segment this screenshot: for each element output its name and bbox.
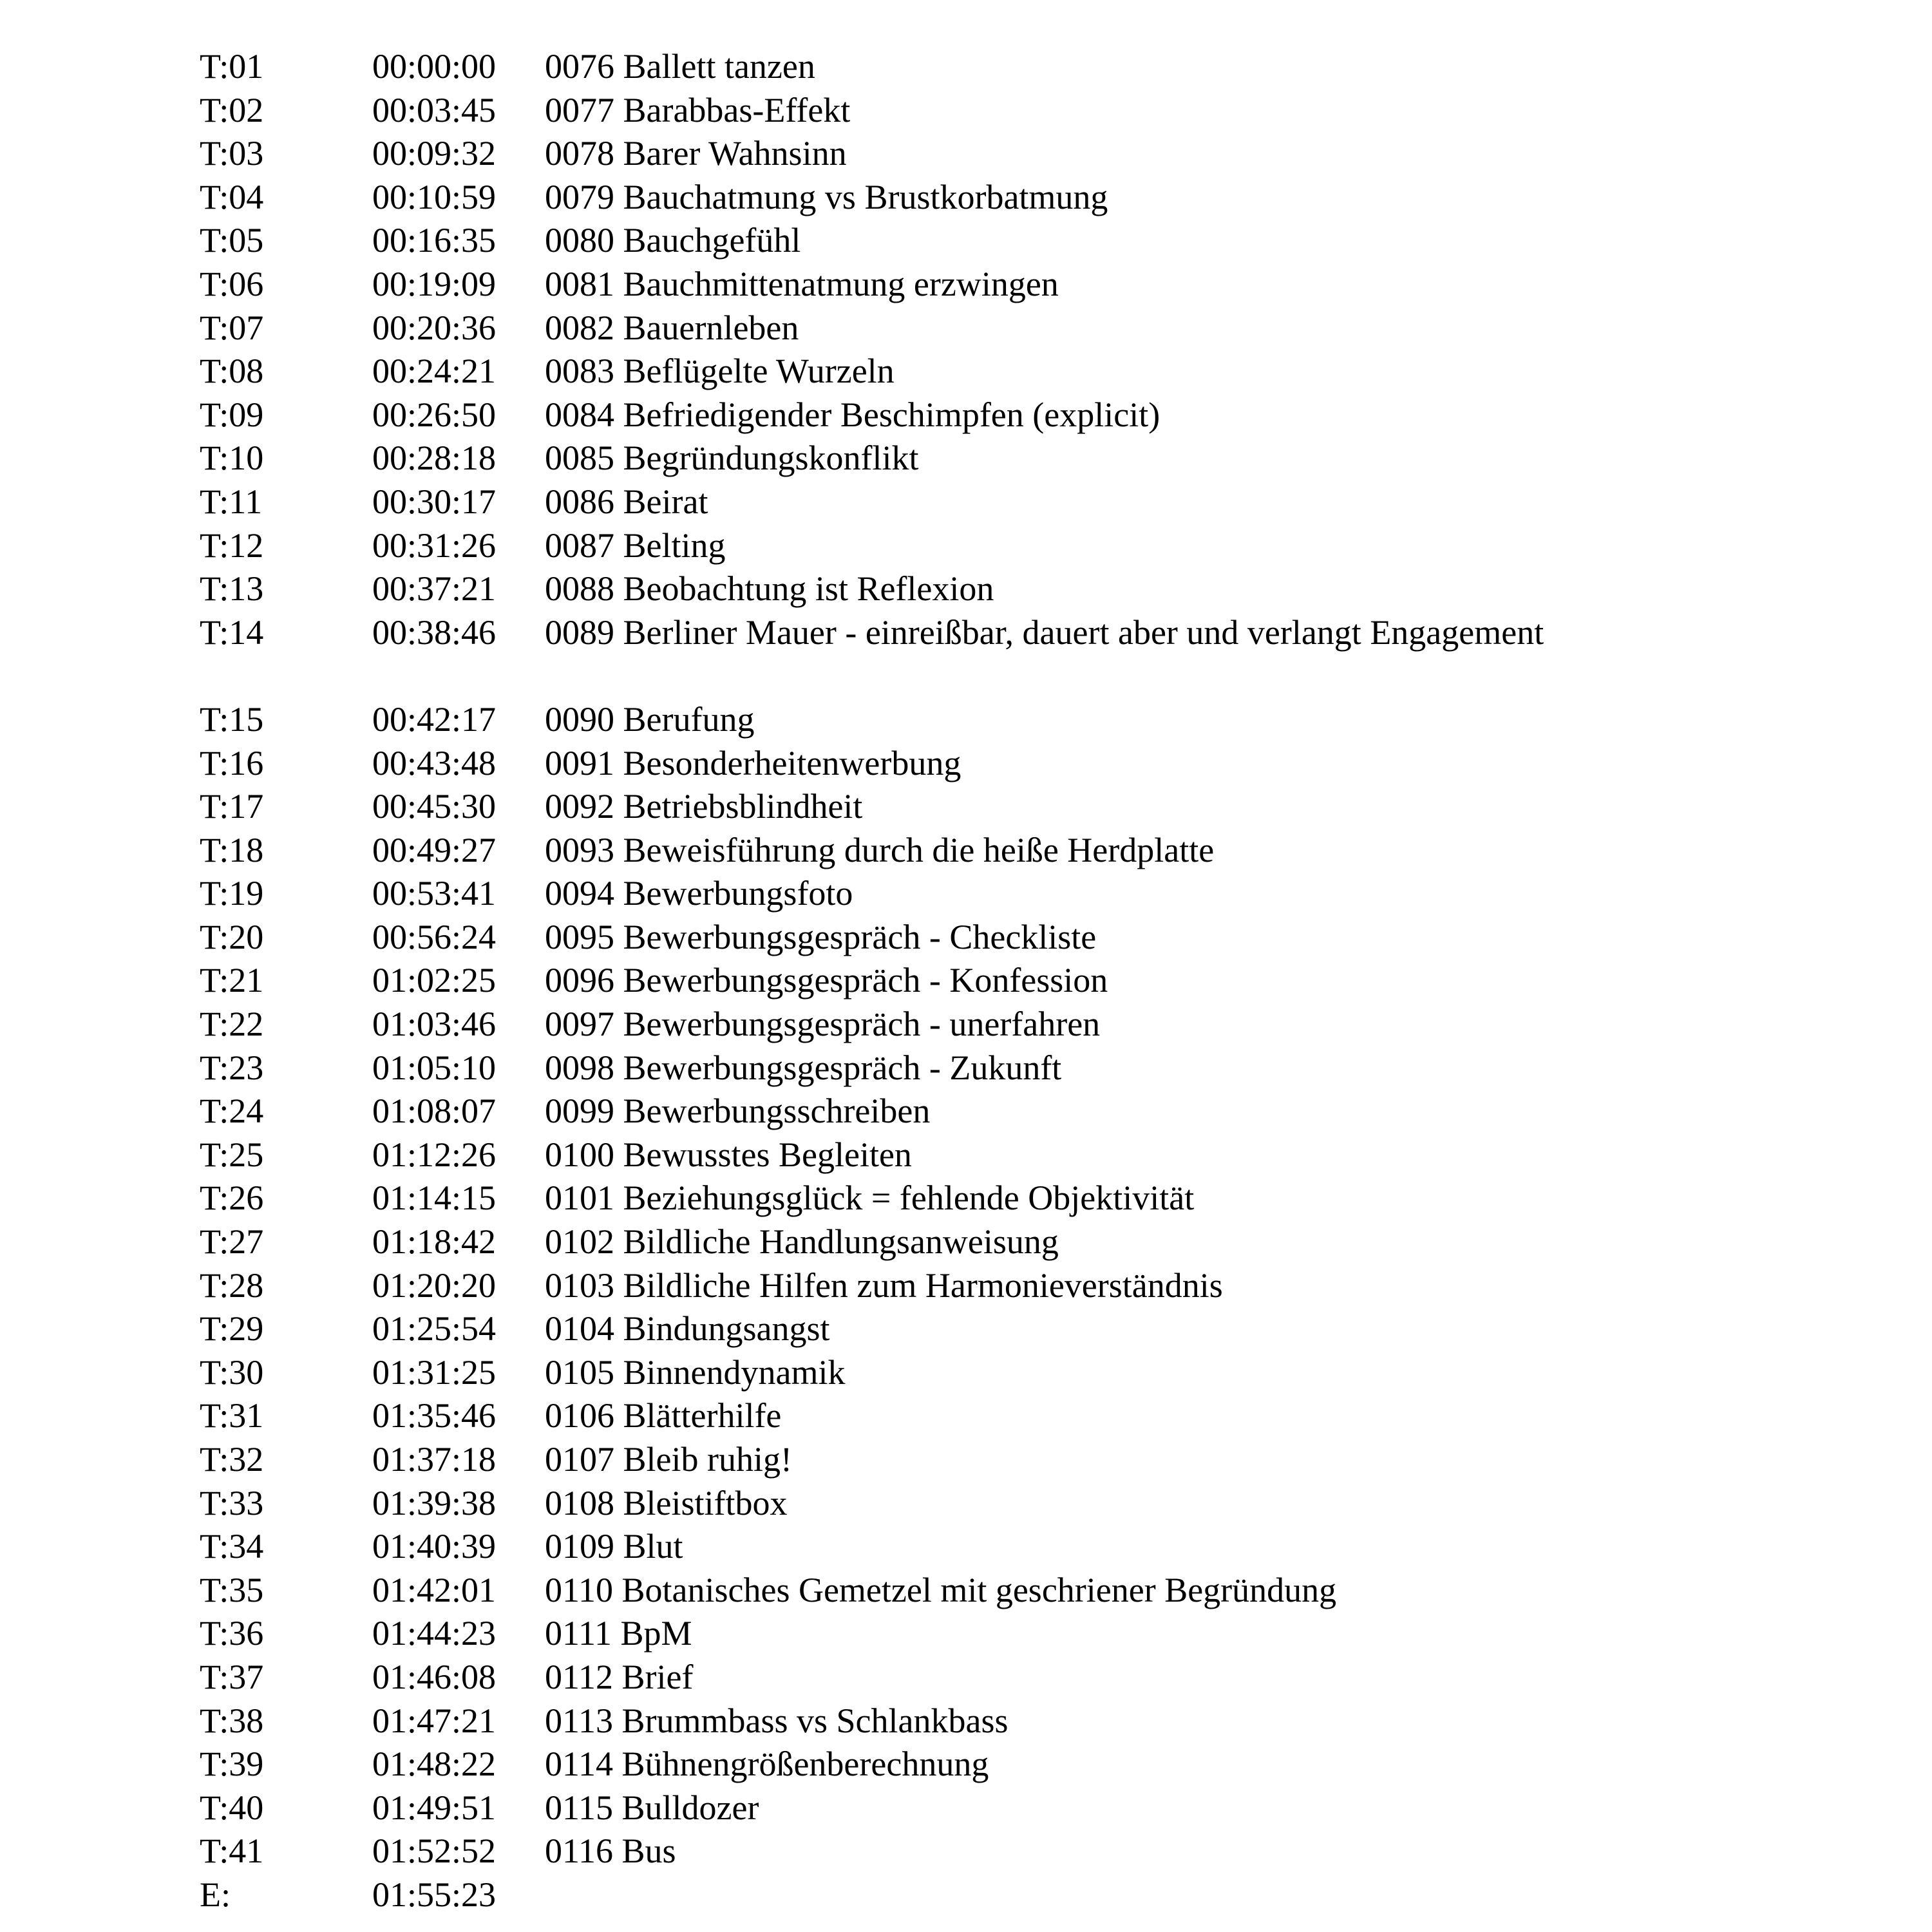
track-number: T:14 [200,612,264,652]
track-timestamp: 00:24:21 [372,352,497,391]
track-number: T:11 [200,482,263,521]
track-row [200,698,1900,742]
track-number: T:22 [200,1005,264,1044]
track-number: T:24 [200,1092,264,1131]
track-timestamp: 00:49:27 [372,830,497,869]
track-title: 0087 Belting [545,526,726,565]
track-number: T:15 [200,699,264,739]
track-number: T:30 [200,1352,264,1392]
track-row [200,1394,1900,1438]
track-row [200,1438,1900,1482]
track-timestamp: 01:52:52 [372,1832,497,1871]
track-timestamp: 00:53:41 [372,874,497,913]
track-timestamp: 01:39:38 [372,1483,497,1522]
track-timestamp: 00:42:17 [372,699,497,739]
track-row [200,45,1900,89]
track-row [200,1003,1900,1046]
end-time: 01:55:23 [372,1875,497,1914]
track-timestamp: 01:12:26 [372,1135,497,1174]
track-number: T:17 [200,787,264,826]
track-list-part-2 [200,698,1900,1873]
track-title: 0098 Bewerbungsgespräch - Zukunft [545,1048,1062,1087]
track-number: T:27 [200,1222,264,1262]
track-title: 0095 Bewerbungsgespräch - Checkliste [545,917,1097,956]
track-timestamp: 01:48:22 [372,1745,497,1784]
track-number: T:04 [200,177,264,216]
track-number: T:29 [200,1309,264,1349]
track-row [200,1743,1900,1786]
track-title: 0080 Bauchgefühl [545,221,801,260]
track-timestamp: 01:18:42 [372,1222,497,1262]
track-timestamp: 00:20:36 [372,308,497,347]
track-number: T:39 [200,1745,264,1784]
track-number: T:35 [200,1570,264,1609]
track-title: 0101 Beziehungsglück = fehlende Objektivität [545,1179,1195,1218]
track-number: T:19 [200,874,264,913]
track-number: T:28 [200,1265,264,1305]
track-title: 0114 Bühnengrößenberechnung [545,1745,989,1784]
track-number: T:01 [200,47,264,86]
track-number: T:08 [200,352,264,391]
track-row [200,1264,1900,1308]
track-title: 0094 Bewerbungsfoto [545,874,853,913]
track-number: T:09 [200,395,264,434]
track-row [200,1046,1900,1090]
track-timestamp: 01:35:46 [372,1396,497,1435]
track-timestamp: 00:10:59 [372,177,497,216]
track-row [200,1612,1900,1656]
track-number: T:02 [200,90,264,129]
track-timestamp: 00:56:24 [372,917,497,956]
track-title: 0077 Barabbas-Effekt [545,90,851,129]
track-title: 0082 Bauernleben [545,308,799,347]
track-number: T:13 [200,569,264,609]
track-number: T:06 [200,264,264,303]
track-title: 0113 Brummbass vs Schlankbass [545,1701,1009,1740]
track-timestamp: 01:31:25 [372,1352,497,1392]
track-title: 0093 Beweisführung durch die heiße Herdplatte [545,830,1215,869]
track-timestamp: 01:03:46 [372,1005,497,1044]
track-row [200,1786,1900,1830]
track-title: 0097 Bewerbungsgespräch - unerfahren [545,1005,1101,1044]
track-timestamp: 00:31:26 [372,526,497,565]
track-timestamp: 00:00:00 [372,47,497,86]
end-label: E: [200,1875,231,1914]
track-title: 0104 Bindungsangst [545,1309,830,1349]
track-title: 0081 Bauchmittenatmung erzwingen [545,264,1059,303]
track-row [200,524,1900,568]
track-row [200,1482,1900,1526]
track-row [200,829,1900,873]
track-number: T:34 [200,1527,264,1566]
track-title: 0092 Betriebsblindheit [545,787,863,826]
track-row [200,1090,1900,1133]
track-row [200,1830,1900,1873]
track-title: 0103 Bildliche Hilfen zum Harmonieverständnis [545,1265,1223,1305]
track-row [200,742,1900,786]
track-timestamp: 00:16:35 [372,221,497,260]
track-timestamp: 01:20:20 [372,1265,497,1305]
track-row [200,1700,1900,1743]
track-timestamp: 01:25:54 [372,1309,497,1349]
track-title: 0115 Bulldozer [545,1788,759,1827]
track-timestamp: 01:42:01 [372,1570,497,1609]
track-number: T:37 [200,1657,264,1696]
track-title: 0108 Bleistiftbox [545,1483,788,1522]
track-number: T:12 [200,526,264,565]
track-row [200,916,1900,960]
track-title: 0078 Barer Wahnsinn [545,134,847,173]
track-number: T:07 [200,308,264,347]
track-title: 0090 Berufung [545,699,755,739]
track-number: T:41 [200,1832,264,1871]
track-row [200,132,1900,176]
track-number: T:05 [200,221,264,260]
track-timestamp: 00:09:32 [372,134,497,173]
track-timestamp: 00:30:17 [372,482,497,521]
track-title: 0107 Bleib ruhig! [545,1440,792,1479]
track-number: T:03 [200,134,264,173]
track-timestamp: 00:37:21 [372,569,497,609]
track-row [200,1177,1900,1220]
track-timestamp: 00:28:18 [372,439,497,478]
track-timestamp: 01:46:08 [372,1657,497,1696]
track-number: T:31 [200,1396,264,1435]
track-title: 0099 Bewerbungsschreiben [545,1092,931,1131]
track-number: T:21 [200,961,264,1000]
track-timestamp: 00:43:48 [372,743,497,782]
track-row [200,611,1900,655]
track-timestamp: 00:19:09 [372,264,497,303]
track-number: T:32 [200,1440,264,1479]
track-title: 0105 Binnendynamik [545,1352,846,1392]
track-timestamp: 00:03:45 [372,90,497,129]
section-gap [200,654,1900,698]
track-row [200,567,1900,611]
track-row [200,219,1900,263]
track-row [200,1133,1900,1177]
track-row [200,437,1900,480]
track-row [200,176,1900,220]
track-timestamp: 01:02:25 [372,961,497,1000]
track-title: 0085 Begründungskonflikt [545,439,919,478]
track-timestamp: 00:45:30 [372,787,497,826]
track-row [200,480,1900,524]
track-number: T:33 [200,1483,264,1522]
track-number: T:40 [200,1788,264,1827]
track-number: T:26 [200,1179,264,1218]
track-number: T:25 [200,1135,264,1174]
track-title: 0106 Blätterhilfe [545,1396,782,1435]
track-timestamp: 01:14:15 [372,1179,497,1218]
track-timestamp: 01:47:21 [372,1701,497,1740]
track-title: 0102 Bildliche Handlungsanweisung [545,1222,1059,1262]
track-title: 0089 Berliner Mauer - einreißbar, dauert aber und verlangt Engagement [545,612,1544,652]
track-row [200,307,1900,350]
track-title: 0096 Bewerbungsgespräch - Konfession [545,961,1108,1000]
track-title: 0088 Beobachtung ist Reflexion [545,569,994,609]
track-title: 0110 Botanisches Gemetzel mit geschriener Begründung [545,1570,1337,1609]
track-number: T:36 [200,1614,264,1653]
track-title: 0116 Bus [545,1832,676,1871]
track-timestamp: 01:44:23 [372,1614,497,1653]
track-row [200,1656,1900,1700]
track-timestamp: 01:49:51 [372,1788,497,1827]
track-title: 0091 Besonderheitenwerbung [545,743,961,782]
track-row [200,1525,1900,1569]
track-title: 0111 BpM [545,1614,692,1653]
track-number: T:23 [200,1048,264,1087]
track-row [200,393,1900,437]
track-row [200,959,1900,1003]
track-number: T:16 [200,743,264,782]
track-title: 0086 Beirat [545,482,708,521]
track-row [200,350,1900,393]
track-title: 0100 Bewusstes Begleiten [545,1135,912,1174]
track-row [200,1307,1900,1351]
track-number: T:10 [200,439,264,478]
track-title: 0112 Brief [545,1657,694,1696]
track-row [200,89,1900,133]
track-number: T:18 [200,830,264,869]
track-number: T:20 [200,917,264,956]
track-title: 0084 Befriedigender Beschimpfen (explicit) [545,395,1160,434]
track-title: 0083 Beflügelte Wurzeln [545,352,895,391]
track-list-part-1 [200,45,1900,654]
track-timestamp: 00:26:50 [372,395,497,434]
track-row [200,1351,1900,1395]
end-row [200,1873,1900,1917]
track-row [200,872,1900,916]
track-row [200,785,1900,829]
track-list [200,45,1900,1917]
track-title: 0076 Ballett tanzen [545,47,815,86]
track-timestamp: 01:40:39 [372,1527,497,1566]
track-row [200,263,1900,307]
track-title: 0109 Blut [545,1527,683,1566]
track-title: 0079 Bauchatmung vs Brustkorbatmung [545,177,1108,216]
track-timestamp: 00:38:46 [372,612,497,652]
track-timestamp: 01:37:18 [372,1440,497,1479]
track-timestamp: 01:08:07 [372,1092,497,1131]
track-timestamp: 01:05:10 [372,1048,497,1087]
track-number: T:38 [200,1701,264,1740]
track-row [200,1220,1900,1264]
track-row [200,1569,1900,1613]
